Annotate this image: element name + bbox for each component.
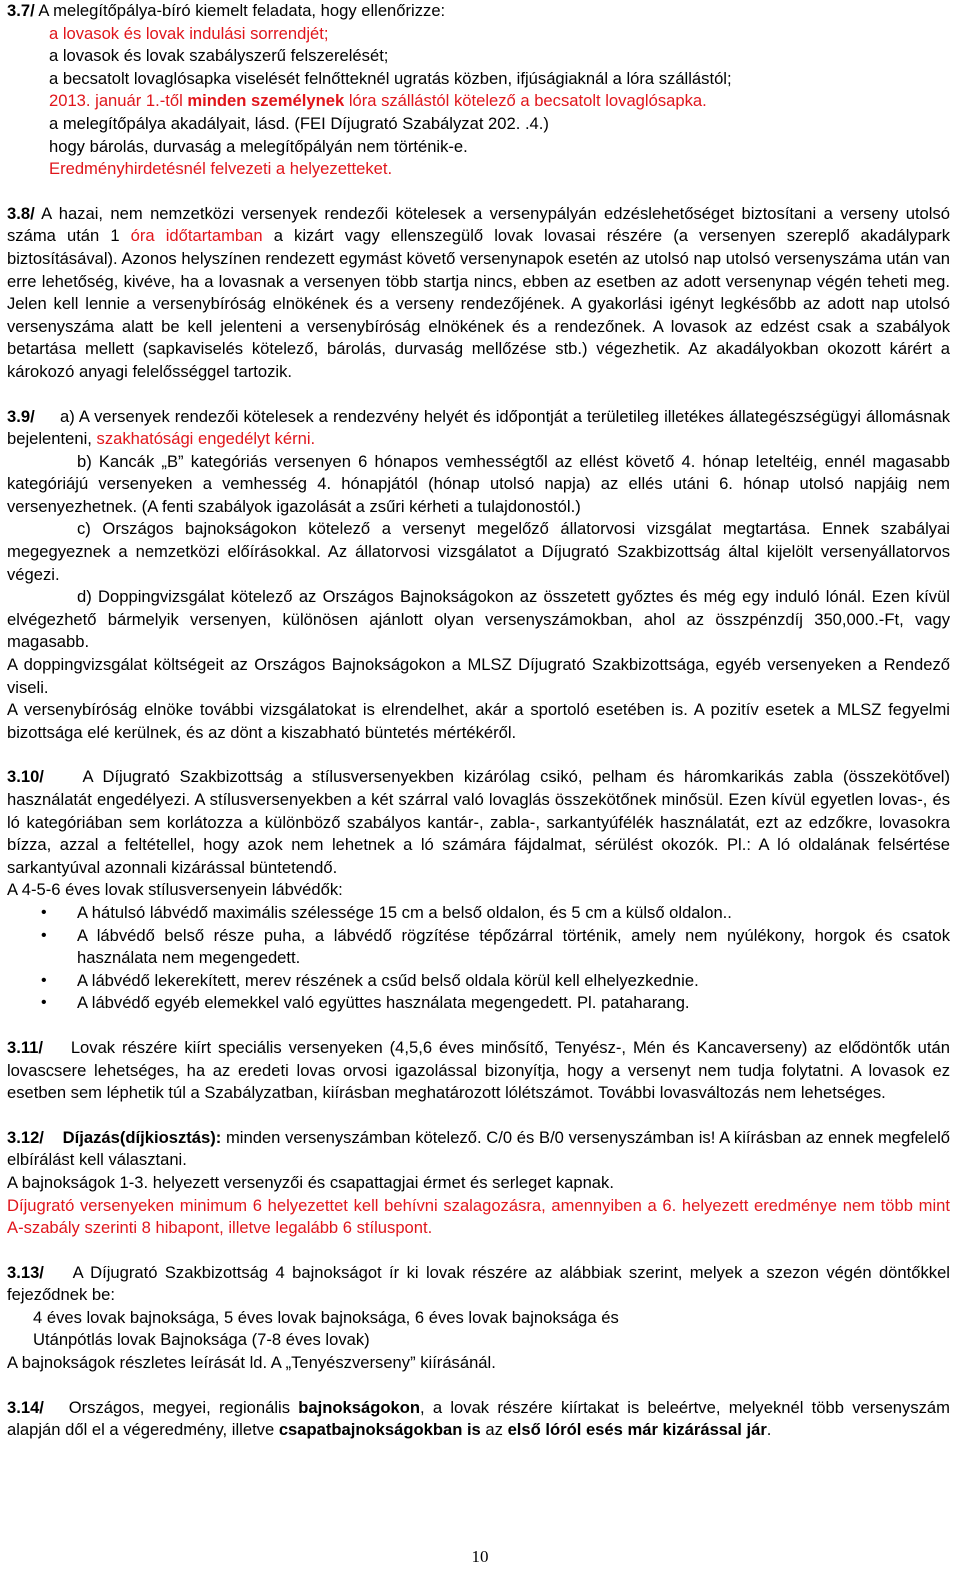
paragraph xyxy=(7,203,950,384)
paragraph xyxy=(7,1397,950,1442)
section-number: 3.7/ xyxy=(7,1,35,20)
section-3-14 xyxy=(7,1397,950,1442)
bold-text: első lóról esés már kizárással jár xyxy=(507,1420,767,1440)
text-run: A Díjugrató Szakbizottság a stílusversenyekben kizárólag csikó, pelham és háromkarikás zabla (összekötővel) használatát engedélyezi. A stílusversenyekben a két szárral való lovaglás összekötőnek minősül. Ezen kívül egyetlen lovas-, és ló kategóriában sem korlátozza a különböző szabályos kantár-, zabla-, sarkantyúfélék használatát, ezt az edzőkre, lovasokra bízza, azzal a feltétellel, hogy azok nem lehetnek a ló számára fájdalmat, sérülést okozók. Pl.: A ló oldalának felsértése sarkantyúval azonnali kizárással büntetendő. xyxy=(7,767,950,877)
bullet-icon: • xyxy=(41,903,47,921)
section-number: 3.11/ xyxy=(7,1037,43,1057)
bullet-icon: • xyxy=(41,926,47,944)
section-3-12 xyxy=(7,1127,950,1240)
paragraph: Díjugrató versenyeken minimum 6 helyezettet kell behívni szalagozásra, amennyiben a 6. helyezett eredménye nem több mint A-szabály szerinti 8 hibapont, illetve legalább 6 stíluspont. xyxy=(7,1195,950,1238)
text-run: Országos, megyei, regionális xyxy=(68,1397,290,1417)
paragraph xyxy=(7,1262,950,1307)
rule-text: lóra szállástól kötelező a becsatolt lovaglósapka. xyxy=(348,91,707,111)
paragraph: A bajnokságok részletes leírását ld. A „Tenyészverseny” kiírásánál. xyxy=(7,1353,496,1373)
emphasis-text: minden személynek xyxy=(187,91,345,111)
paragraph: c) Országos bajnokságokon kötelező a versenyt megelőző állatorvosi vizsgálat megtartása. Ennek szabályai megegyeznek a nemzetközi előírásokkal. Az állatorvosi vizsgálatot a Díjugrató Szakbizottság által kijelölt versenyállatorvos végezi. xyxy=(7,519,950,584)
section-number: 3.10/ xyxy=(7,767,44,787)
list-item-text: A lábvédő egyéb elemekkel való együttes használata megengedett. Pl. pataharang. xyxy=(77,993,690,1013)
text-run: , a lovak részére kiírtakat is beleértve, melyeknél több versenyszám alapján dől el a végeredmény, illetve xyxy=(7,1397,950,1440)
section-number: 3.9/ xyxy=(7,406,35,426)
section-number: 3.14/ xyxy=(7,1397,44,1417)
list-item xyxy=(7,970,950,993)
text-run: a kizárt vagy ellenszegülő lovak lovasai részére (a versenyen szereplő akadálypark biztosításával). Azonos helyszínen rendezett egymást követő versenynapok esetén az utolsó nap utolsó versenyszáma után van erre lehetőség, kivéve, ha a lovasnak a versenyen több startja nincs, ebben az esetben az adott versenynap végén teheti meg. Jelen kell lennie a versenybíróság elnökének és a verseny rendezőjének. A gyakorlási igényt legkésőbb az adott nap utolsó versenyszáma alatt be kell jelenteni a versenybíróság elnökének és a rendezőnek. A lovasok az edzést csak a szabályok betartása mellett (sapkaviselés kötelező, bárolás, durvaság mellőzése stb.) végezhetik. Az akadályokban okozott kárért a károkozó anyagi felelősséggel tartozik. xyxy=(7,226,950,381)
bullet-icon: • xyxy=(41,971,47,989)
list-line: Utánpótlás lovak Bajnoksága (7-8 éves lovak) xyxy=(33,1330,370,1350)
bold-text: bajnokságokon xyxy=(298,1397,420,1417)
list-line: a lovasok és lovak indulási sorrendjét; xyxy=(49,23,329,43)
list-item-text: A lábvédő belső része puha, a lábvédő rögzítése tépőzárral történik, amely nem nyúlékony, horgok és csatok használata nem megengedett. xyxy=(77,925,950,968)
section-number: 3.12/ xyxy=(7,1127,44,1147)
bold-text: csapatbajnokságokban is xyxy=(278,1420,481,1440)
text-run: . xyxy=(766,1420,772,1440)
paragraph: A versenybíróság elnöke további vizsgálatokat is elrendelhet, akár a sportoló esetében is. A pozitív esetek a MLSZ fegyelmi bizottsága elé kerülnek, és az dönt a kiszabható büntetés mértékéről. xyxy=(7,700,950,742)
text-run: az xyxy=(485,1420,503,1440)
list-line: Eredményhirdetésnél felvezeti a helyezetteket. xyxy=(49,159,393,179)
list-item-text: A lábvédő lekerekített, merev részének a csűd belső oldala körül kell elhelyezkednie. xyxy=(77,970,699,990)
highlight-text: szakhatósági engedélyt kérni. xyxy=(96,429,316,449)
text-run: Lovak részére kiírt speciális versenyeken (4,5,6 éves minősítő, Tenyész-, Mén és Kancaverseny) az elődöntők után lovascsere lehetséges, ha az eredeti lovas orvosi igazolással bizonyítja, hogy a versenyt nem tudja folytatni. A lovasok ez esetben sem léphetik túl a Szabályzatban, kiírásban meghatározott lólétszámot. További lovasváltozás nem lehetséges. xyxy=(7,1037,950,1103)
list-item xyxy=(7,992,950,1015)
list-line: a becsatolt lovaglósapka viselését felnőtteknél ugratás közben, ifjúságiaknál a lóra szállástól; xyxy=(49,68,732,88)
list-item xyxy=(7,925,950,970)
section-3-11 xyxy=(7,1037,950,1105)
section-3-8 xyxy=(7,203,950,384)
list-line xyxy=(7,90,950,113)
highlight-text: óra időtartamban xyxy=(130,226,263,246)
paragraph xyxy=(7,766,950,879)
text-run: A Díjugrató Szakbizottság 4 bajnokságot ír ki lovak részére az alábbiak szerint, melyek a szezon végén döntőkkel fejeződnek be: xyxy=(7,1262,950,1305)
paragraph xyxy=(7,1127,950,1172)
section-3-9 xyxy=(7,406,950,745)
paragraph xyxy=(7,406,950,451)
paragraph: A 4-5-6 éves lovak stílusversenyein lábvédők: xyxy=(7,880,343,900)
section-3-10 xyxy=(7,766,950,1015)
bold-text: Díjazás(díjkiosztás): xyxy=(62,1127,222,1147)
list-line: a lovasok és lovak szabályszerű felszerelését; xyxy=(49,46,389,66)
section-number: 3.8/ xyxy=(7,203,35,223)
paragraph xyxy=(7,1037,950,1105)
paragraph: A doppingvizsgálat költségeit az Országos Bajnokságokon a MLSZ Díjugrató Szakbizottsága, egyéb versenyeken a Rendező viseli. xyxy=(7,655,950,697)
list-line: hogy bárolás, durvaság a melegítőpályán nem történik-e. xyxy=(49,136,468,156)
section-3-7 xyxy=(7,0,950,181)
paragraph: A bajnokságok 1-3. helyezett versenyzői és csapattagjai érmet és serleget kapnak. xyxy=(7,1172,614,1192)
section-3-7-heading xyxy=(7,0,950,23)
paragraph: b) Kancák „B” kategóriás versenyen 6 hónapos vemhességtől az ellést követő 4. hónap leteltéig, ennél magasabb kategóriájú versenyeken a vemhesség 4. hónapjától (hónap utolsó napja) az ellés utáni 6. hónap utolsó napjáig nem versenyezhetnek. (A fenti szabályok igazolását a zsűri kérheti a tulajdonostól.) xyxy=(7,451,950,516)
list-item xyxy=(7,902,950,925)
paragraph: d) Doppingvizsgálat kötelező az Országos Bajnokságokon az összetett győztes és még egy induló lónál. Ezen kívül elvégezhető bármelyik versenyen, különösen ajánlott olyan versenyszámokban, ahol az összpénzdíj 350,000.-Ft, vagy magasabb. xyxy=(7,587,950,652)
bullet-list xyxy=(7,902,950,1015)
date-text: 2013. január 1.-től xyxy=(49,91,183,111)
heading-text: A melegítőpálya-bíró kiemelt feladata, hogy ellenőrizze: xyxy=(38,1,446,20)
document-page xyxy=(7,0,950,1442)
list-line: 4 éves lovak bajnoksága, 5 éves lovak bajnoksága, 6 éves lovak bajnoksága és xyxy=(33,1307,619,1327)
section-3-13 xyxy=(7,1262,950,1375)
text-run: A hazai, nem nemzetközi versenyek rendezői kötelesek a versenypályán edzéslehetőséget biztosítani a verseny utolsó száma után 1 xyxy=(7,203,950,246)
text-run: minden versenyszámban kötelező. C/0 és B/0 versenyszámban is! A kiírásban az ennek megfelelő elbírálást kell választani. xyxy=(7,1127,950,1170)
list-line: a melegítőpálya akadályait, lásd. (FEI Díjugrató Szabályzat 202. .4.) xyxy=(49,113,549,133)
bullet-icon: • xyxy=(41,994,47,1012)
page-number: 10 xyxy=(471,1547,489,1566)
list-item-text: A hátulsó lábvédő maximális szélessége 15 cm a belső oldalon, és 5 cm a külső oldalon.. xyxy=(77,902,732,922)
text-run: a) A versenyek rendezői kötelesek a rendezvény helyét és időpontját a területileg illetékes állategészségügyi állomásnak bejelenteni, xyxy=(7,406,950,449)
section-number: 3.13/ xyxy=(7,1262,44,1282)
